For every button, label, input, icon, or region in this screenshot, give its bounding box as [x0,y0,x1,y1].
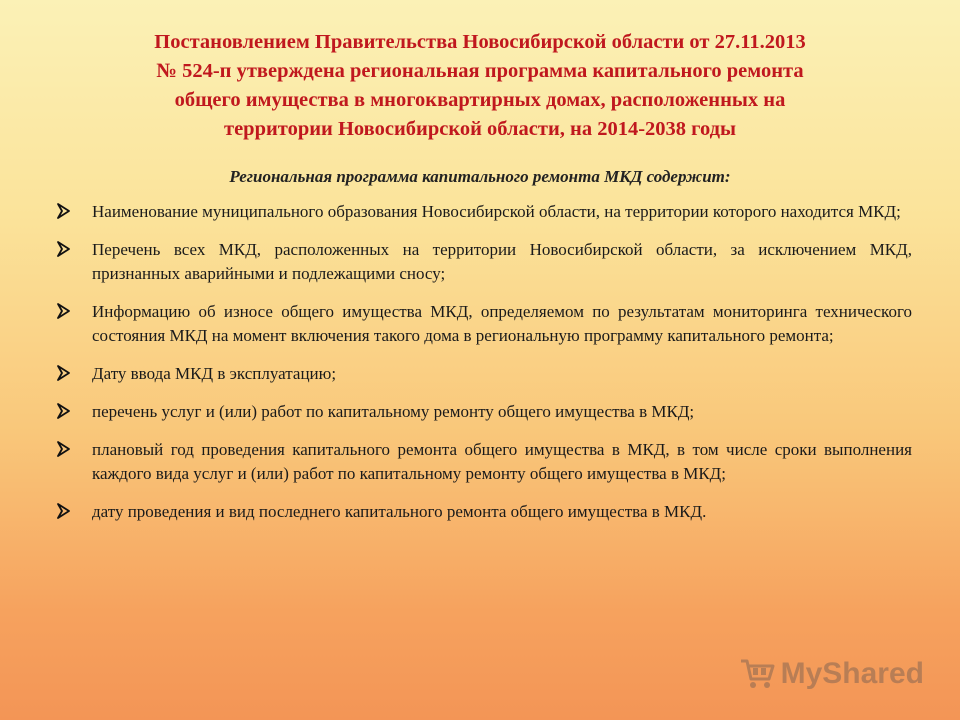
slide-title [60,28,900,144]
arrow-bullet-icon [56,240,72,258]
list-item-text: Наименование муниципального образования Новосибирской области, на территории которого находится МКД; [92,202,901,221]
list-item-text: Информацию об износе общего имущества МКД, определяемом по результатам мониторинга технического состояния МКД на момент включения такого дома в региональную программу капитального ремонта; [92,302,912,345]
title-line: общего имущества в многоквартирных домах, расположенных на [174,89,786,111]
program-contents-list [56,200,912,538]
list-item [56,238,912,286]
watermark-text: MyShared [780,657,924,690]
title-line: территории Новосибирской области, на 2014-2038 годы [224,118,736,140]
list-item-text: дату проведения и вид последнего капитального ремонта общего имущества в МКД. [92,502,707,521]
arrow-bullet-icon [56,364,72,382]
list-item-text: перечень услуг и (или) работ по капитальному ремонту общего имущества в МКД; [92,402,695,421]
list-item [56,400,912,424]
list-item [56,300,912,348]
list-item [56,200,912,224]
arrow-bullet-icon [56,402,72,420]
title-line: Постановлением Правительства Новосибирской области от 27.11.2013 [154,31,806,53]
list-item-text: плановый год проведения капитального ремонта общего имущества в МКД, в том числе сроки выполнения каждого вида услуг и (или) работ по капитальному ремонту общего имущества в МКД; [92,440,912,483]
watermark-logo [739,652,924,696]
arrow-bullet-icon [56,202,72,220]
title-line: № 524-п утверждена региональная программа капитального ремонта [156,60,804,82]
list-item [56,438,912,486]
list-item [56,362,912,386]
list-item [56,500,912,524]
shopping-cart-icon [739,657,775,691]
list-item-text: Дату ввода МКД в эксплуатацию; [92,364,337,383]
subtitle: Региональная программа капитального ремонта МКД содержит: [229,167,731,186]
list-item-text: Перечень всех МКД, расположенных на территории Новосибирской области, за исключением МКД, признанных аварийными и подлежащими сносу; [92,240,912,283]
arrow-bullet-icon [56,440,72,458]
arrow-bullet-icon [56,502,72,520]
arrow-bullet-icon [56,302,72,320]
